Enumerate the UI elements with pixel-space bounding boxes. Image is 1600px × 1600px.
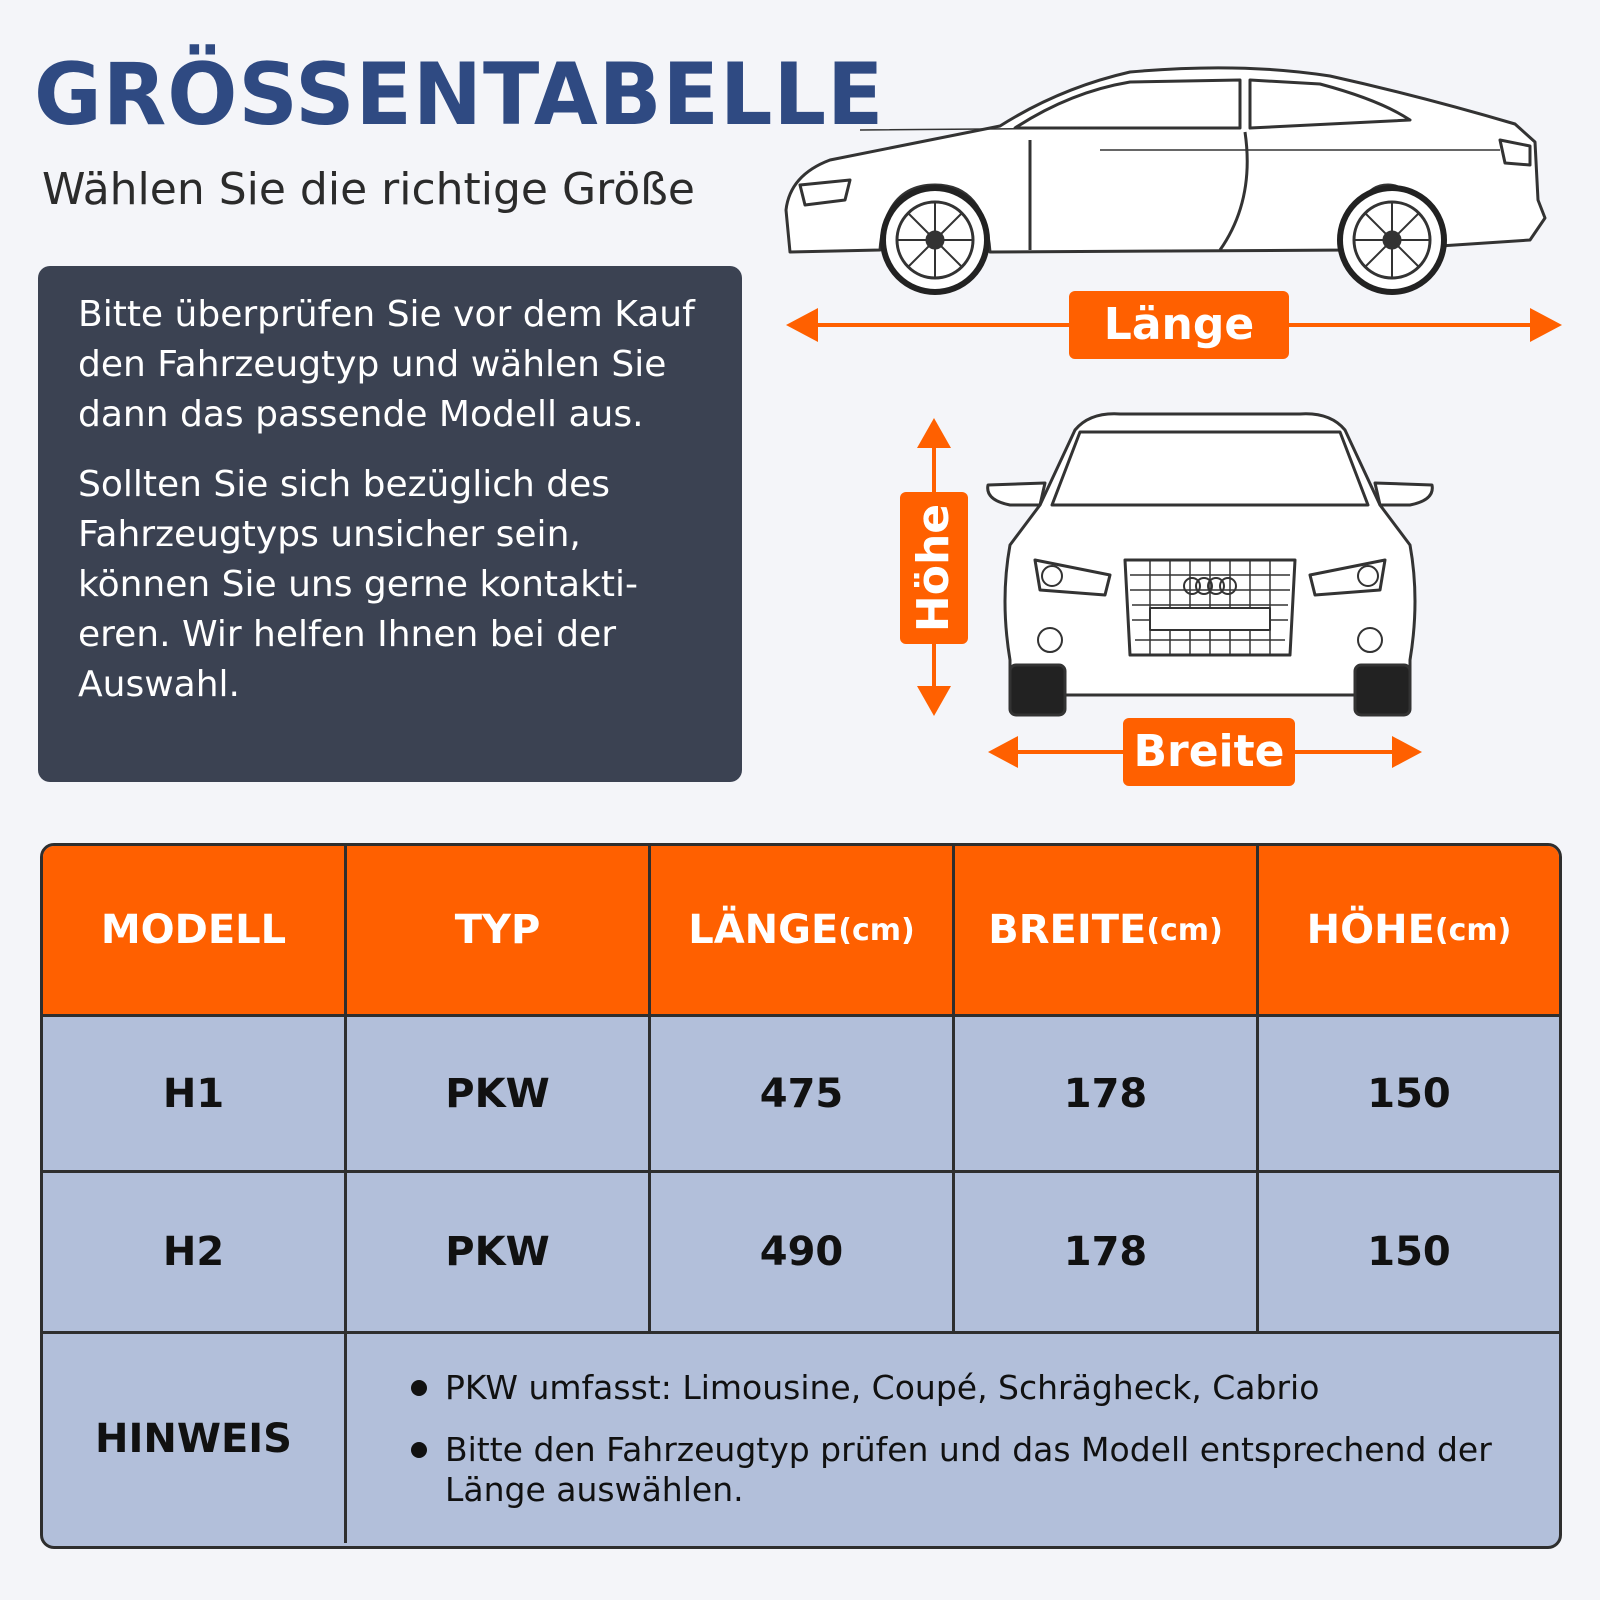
car-dimension-illustration <box>760 40 1580 800</box>
table-cell-breite: 178 <box>955 1173 1259 1331</box>
height-label: Höhe <box>908 503 959 633</box>
table-cell-typ: PKW <box>347 1173 651 1331</box>
note-content <box>347 1334 1559 1543</box>
header-cell-typ: TYP <box>347 846 651 1014</box>
table-cell-modell: H2 <box>43 1173 347 1331</box>
info-box <box>38 266 742 782</box>
bullet-icon <box>411 1380 427 1396</box>
note-item <box>411 1430 1539 1510</box>
size-table <box>40 843 1562 1549</box>
note-text: PKW umfasst: Limousine, Coupé, Schrägheck, Cabrio <box>445 1367 1320 1407</box>
table-cell-breite: 178 <box>955 1017 1259 1170</box>
header-cell-hoehe: HÖHE (cm) <box>1306 907 1512 953</box>
page-subtitle: Wählen Sie die richtige Größe <box>42 164 695 215</box>
info-paragraph-2: Sollten Sie sich bezüglich des Fahrzeugtyps unsicher sein, können Sie uns gerne kontakti-eren. Wir helfen Ihnen bei der Auswahl. <box>78 464 639 705</box>
car-front-view-icon <box>988 414 1433 715</box>
table-row <box>43 1017 1559 1173</box>
width-label: Breite <box>1123 718 1295 786</box>
header-cell-breite: BREITE (cm) <box>955 846 1259 1014</box>
table-cell-laenge: 475 <box>651 1017 955 1170</box>
header-cell-laenge: LÄNGE (cm) <box>651 846 955 1014</box>
table-row <box>43 1173 1559 1334</box>
table-header-row <box>43 846 1559 1017</box>
height-label-badge <box>900 492 968 644</box>
table-cell-hoehe: 150 <box>1367 1070 1451 1117</box>
info-paragraph-1: Bitte überprüfen Sie vor dem Kauf den Fahrzeugtyp und wählen Sie dann das passende Modell aus. <box>78 294 695 435</box>
table-note-row <box>43 1334 1559 1543</box>
table-cell-modell: H1 <box>43 1017 347 1170</box>
bullet-icon <box>411 1442 427 1458</box>
page-title: GRÖSSENTABELLE <box>34 45 885 145</box>
note-text: Bitte den Fahrzeugtyp prüfen und das Modell entsprechend der Länge auswählen. <box>445 1429 1492 1509</box>
table-cell-laenge: 490 <box>651 1173 955 1331</box>
table-cell-typ: PKW <box>347 1017 651 1170</box>
note-item <box>411 1368 1539 1408</box>
note-label: HINWEIS <box>43 1334 347 1543</box>
table-cell-hoehe: 150 <box>1367 1229 1451 1275</box>
length-label: Länge <box>1069 291 1289 359</box>
header-cell-modell: MODELL <box>43 846 347 1014</box>
car-side-view-icon <box>786 68 1545 292</box>
